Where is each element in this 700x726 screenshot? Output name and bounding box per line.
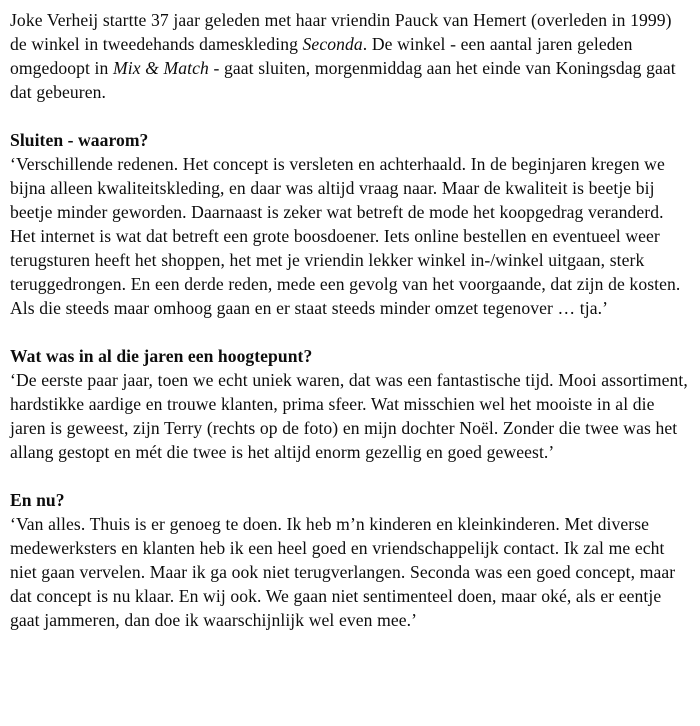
- section-sluiten-waarom: [10, 128, 692, 320]
- section-body: ‘Van alles. Thuis is er genoeg te doen. Ik heb m’n kinderen en kleinkinderen. Met diverse medewerksters en klanten heb ik een heel goed en vriendschappelijk contact. Ik zal me echt niet gaan vervelen. Maar ik ga ook niet terugverlangen. Seconda was een goed concept, maar dat concept is nu klaar. En wij ook. We gaan niet sentimenteel doen, maar oké, als er eentje gaat jammeren, dan doe ik waarschijnlijk wel even mee.’: [10, 514, 676, 630]
- section-body: ‘De eerste paar jaar, toen we echt uniek waren, dat was een fantastische tijd. Mooi assortiment, hardstikke aardige en trouwe klanten, prima sfeer. Wat misschien wel het mooiste in al die jaren is geweest, zijn Terry (rechts op de foto) en mijn dochter Noël. Zonder die twee was het allang gestopt en mét die twee is het altijd enorm gezellig en goed geweest.’: [10, 370, 688, 462]
- shop-name-seconda: Seconda: [302, 34, 363, 54]
- section-hoogtepunt: [10, 344, 692, 464]
- intro-segment-2: . De winkel - een aantal jaren geleden omgedoopt in: [10, 34, 633, 78]
- intro-segment-1: Joke Verheij startte 37 jaar geleden met haar vriendin Pauck van Hemert (overleden in 1999) de winkel in tweedehands dameskleding: [10, 10, 672, 54]
- section-body: ‘Verschillende redenen. Het concept is versleten en achterhaald. In de beginjaren kregen we bijna alleen kwaliteitskleding, en daar was altijd vraag naar. Maar de kwaliteit is beetje bij beetje minder geworden. Daarnaast is zeker wat betreft de mode het koopgedrag veranderd. Het internet is wat dat betreft een grote boosdoener. Iets online bestellen en eventueel weer terugsturen heeft het shoppen, het met je vriendin lekker winkel in-/winkel uitgaan, sterk teruggedrongen. En een derde reden, mede een gevolg van het voorgaande, dat zijn de kosten. Als die steeds maar omhoog gaan en er staat steeds minder omzet tegenover … tja.’: [10, 154, 681, 318]
- section-heading: Sluiten - waarom?: [10, 130, 149, 150]
- shop-name-mix-and-match: Mix & Match: [112, 58, 209, 78]
- section-heading: En nu?: [10, 490, 65, 510]
- intro-paragraph: [10, 8, 692, 104]
- intro-segment-3: - gaat sluiten, morgenmiddag aan het einde van Koningsdag gaat dat gebeuren.: [10, 58, 676, 102]
- section-heading: Wat was in al die jaren een hoogtepunt?: [10, 346, 313, 366]
- section-en-nu: [10, 488, 692, 632]
